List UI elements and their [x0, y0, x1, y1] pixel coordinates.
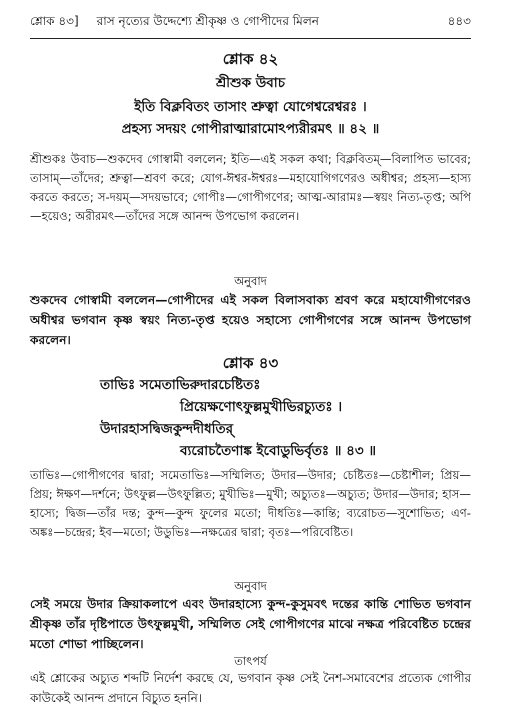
- verse-43-purport-wrap: [30, 668, 471, 708]
- header-divider: [30, 38, 471, 39]
- verse-42-translation-wrap: [30, 290, 471, 350]
- verse-43-purport-label: তাৎপর্য: [234, 654, 267, 668]
- verse-42-speaker: শ্রীশুক উবাচ: [215, 75, 286, 91]
- header-verse-ref: শ্লোক ৪৩]: [30, 14, 79, 28]
- verse-43-synonyms-wrap: [30, 466, 471, 542]
- verse-42-translation: শুকদেব গোস্বামী বললেন—গোপীদের এই সকল বিলাসবাক্য শ্রবণ করে মহাযোগীগণেরও অধীশ্বর ভগবান কৃষ্ণ স্বয়ং নিত্য-তৃপ্ত হয়েও সহাস্যে গোপীগণের সঙ্গে আনন্দ উপভোগ করলেন।: [30, 293, 471, 347]
- verse-42-line-2: প্রহস্য সদয়ং গোপীরাত্মারামোঽপ্যরীরমৎ ॥ ৪২ ॥: [121, 121, 380, 137]
- verse-43-text: [30, 374, 471, 462]
- verse-42-line-1: ইতি বিক্লবিতং তাসাং শ্রুত্বা যোগেশ্বরেশ্বরঃ ।: [134, 99, 367, 115]
- verse-42-synonyms: শ্রীশুকঃ উবাচ—শুকদেব গোস্বামী বললেন; ইতি—এই সকল কথা; বিক্লবিতম্—বিলাপিত ভাবের; তাসাম্—তাঁদের; শ্রুত্বা—শ্রবণ করে; যোগ-ঈশ্বর-ঈশ্বরঃ—মহাযোগিগণেরও অধীশ্বর; প্রহস্য—হাস্য করতে করতে; স-দয়ম্—সদয়ভাবে; গোপীঃ—গোপীগণের; আত্ম-আরামঃ—স্বয়ং নিত্য-তৃপ্ত; অপি—হয়েও; অরীরমৎ—তাঁদের সঙ্গে আনন্দ উপভোগ করলেন।: [30, 152, 471, 223]
- verse-43-translation-label: অনুবাদ: [234, 579, 267, 593]
- page-number: ৪৪৩: [447, 14, 471, 28]
- verse-43-title: শ্লোক ৪৩: [222, 354, 279, 372]
- header-chapter-title: রাস নৃত্যের উদ্দেশ্যে শ্রীকৃষ্ণ ও গোপীদের মিলন: [96, 14, 319, 28]
- running-header: [30, 12, 471, 34]
- verse-43-translation: সেই সময়ে উদার ক্রিয়াকলাপে এবং উদারহাস্যে কুন্দ-কুসুমবৎ দন্তের কান্তি শোভিত ভগবান শ্রীকৃষ্ণ তাঁর দৃষ্টিপাতে উৎফুল্লমুখী, সম্মিলিত সেই গোপীগণের মাঝে নক্ষত্র পরিবেষ্টিত চন্দ্রের মতো শোভা পাচ্ছিলেন।: [30, 597, 471, 651]
- verse-43-line-2: প্রিয়েক্ষণোৎফুল্লমুখীভিরচ্যুতঃ ।: [180, 399, 343, 415]
- verse-42-speaker-wrap: [30, 72, 471, 94]
- verse-43-line-3: উদারহাসদ্বিজকুন্দদীধতির্: [100, 421, 234, 437]
- verse-43-translation-wrap: [30, 594, 471, 654]
- verse-43-line-4: ব্যরোচতৈণাঙ্ক ইবোডুভির্বৃতঃ ॥ ৪৩ ॥: [180, 443, 376, 459]
- verse-43-synonyms: তাভিঃ—গোপীগণের দ্বারা; সমেতাভিঃ—সম্মিলিত; উদার—উদার; চেষ্টিতঃ—চেষ্টাশীল; প্রিয়—প্রিয়; ঈক্ষণ—দর্শনে; উৎফুল্ল—উৎফুল্লিত; মুখীভিঃ—মুখী; অচ্যুতঃ—অচ্যুত; উদার—উদার; হাস—হাস্যে; দ্বিজ—তাঁর দন্ত; কুন্দ—কুন্দ ফুলের মতো; দীধতিঃ—কান্তি; ব্যরোচত—সুশোভিত; এণ-অঙ্কঃ—চন্দ্রের; ইব—মতো; উডুভিঃ—নক্ষত্রের দ্বারা; বৃতঃ—পরিবেষ্টিত।: [30, 468, 471, 539]
- verse-43-purport: এই শ্লোকের অচ্যুত শব্দটি নির্দেশ করছে যে, ভগবান কৃষ্ণ সেই নৈশ-সমাবেশের প্রত্যেক গোপীর কাউকেই আনন্দ প্রদানে বিচ্যুত হননি।: [30, 671, 471, 705]
- verse-42-heading: [30, 48, 471, 73]
- verse-43-line-1: তাভিঃ সমেতাভিরুদারচেষ্টিতঃ: [100, 377, 261, 393]
- verse-42-synonyms-wrap: [30, 150, 471, 226]
- verse-42-title: শ্লোক ৪২: [222, 50, 279, 68]
- verse-42-translation-label: অনুবাদ: [234, 274, 267, 288]
- verse-42-text: [30, 96, 471, 140]
